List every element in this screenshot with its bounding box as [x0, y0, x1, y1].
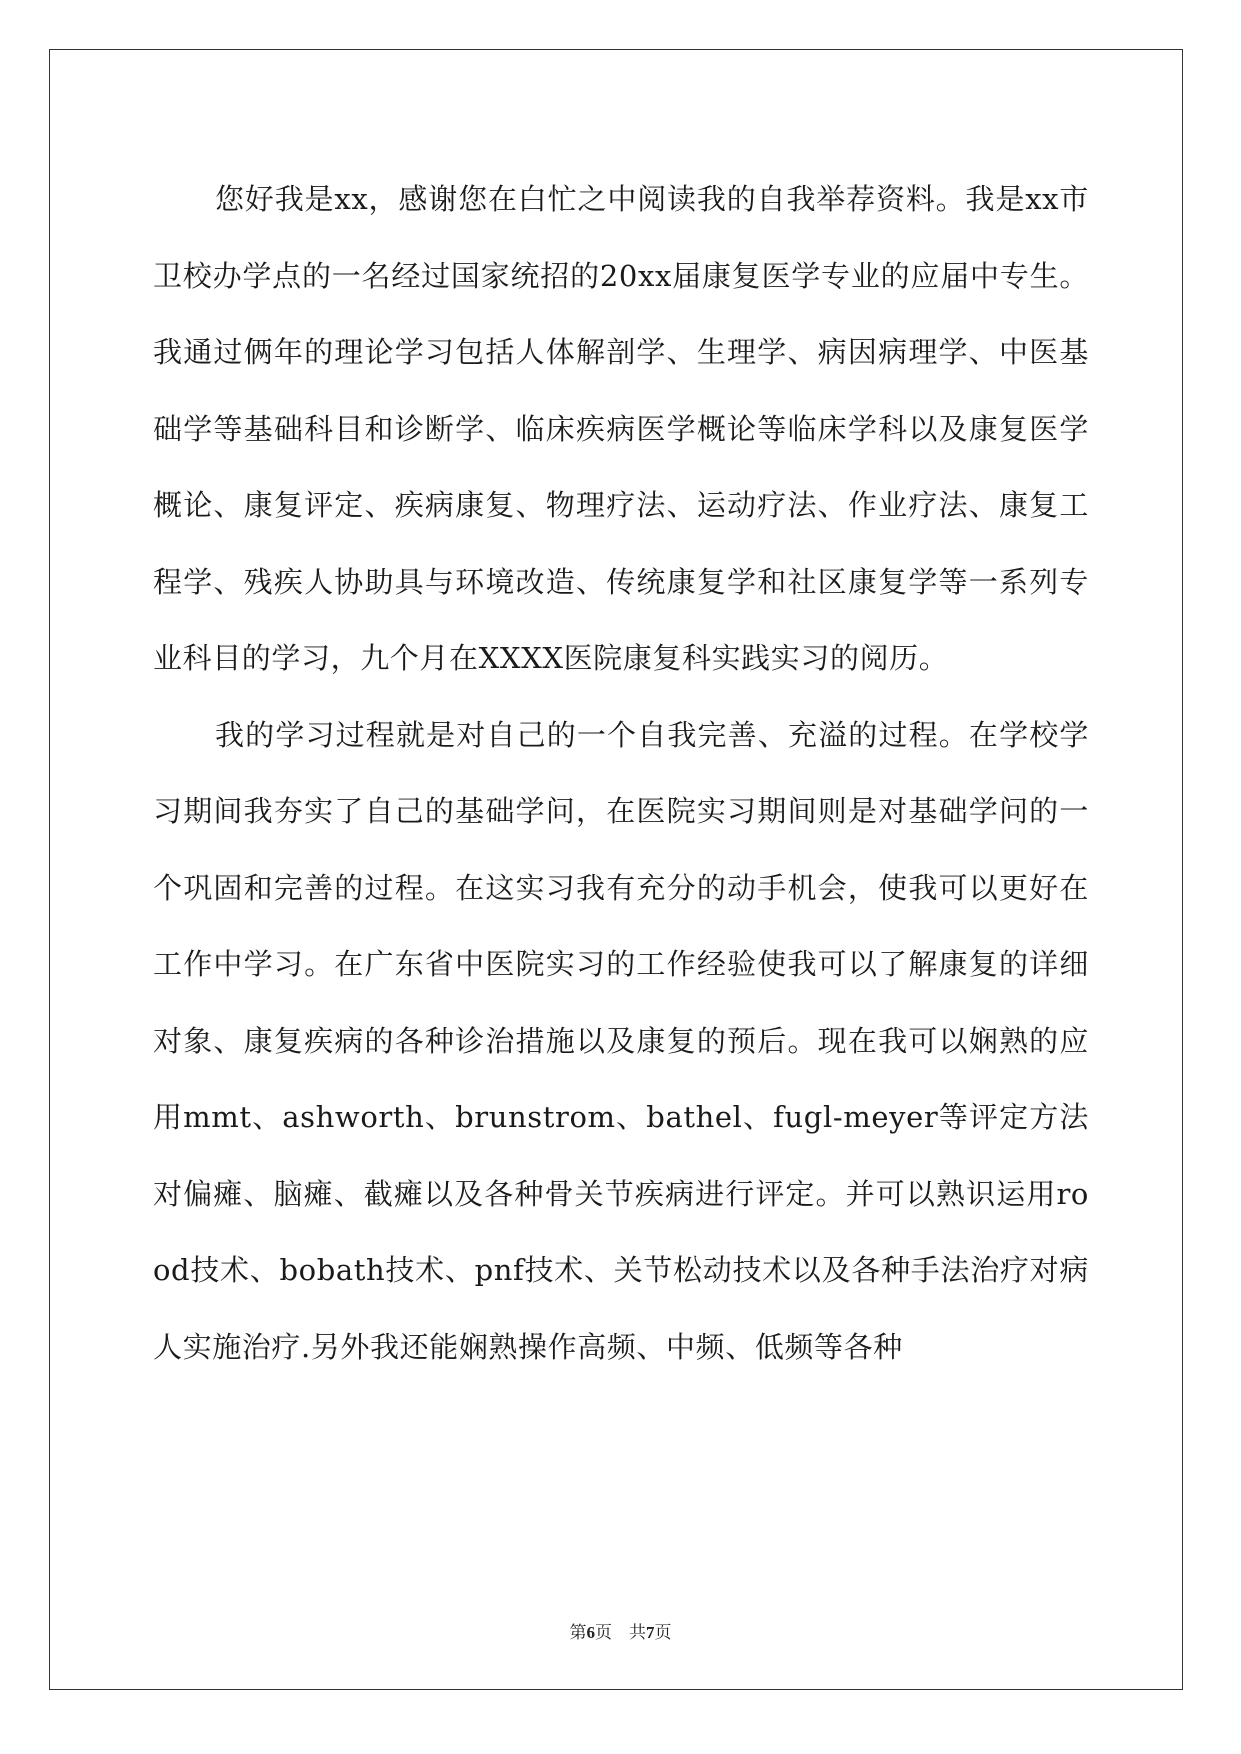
document-body: [153, 161, 1089, 1385]
total-pages-number: 7: [646, 1623, 655, 1642]
footer-prefix: 第: [569, 1623, 587, 1643]
footer-suffix: 页: [654, 1623, 672, 1643]
footer-middle: 页 共: [595, 1623, 646, 1643]
paragraph-2: 我的学习过程就是对自己的一个自我完善、充溢的过程。在学校学习期间我夯实了自己的基础学问，在医院实习期间则是对基础学问的一个巩固和完善的过程。在这实习我有充分的动手机会，使我可以更好在工作中学习。在广东省中医院实习的工作经验使我可以了解康复的详细对象、康复疾病的各种诊治措施以及康复的预后。现在我可以娴熟的应用mmt、ashworth、brunstrom、bathel、fugl-meyer等评定方法对偏瘫、脑瘫、截瘫以及各种骨关节疾病进行评定。并可以熟识运用rood技术、bobath技术、pnf技术、关节松动技术以及各种手法治疗对病人实施治疗.另外我还能娴熟操作高频、中频、低频等各种: [153, 717, 1089, 1364]
paragraph-1: 您好我是xx，感谢您在白忙之中阅读我的自我举荐资料。我是xx市卫校办学点的一名经过国家统招的20xx届康复医学专业的应届中专生。我通过俩年的理论学习包括人体解剖学、生理学、病因病理学、中医基础学等基础科目和诊断学、临床疾病医学概论等临床学科以及康复医学概论、康复评定、疾病康复、物理疗法、运动疗法、作业疗法、康复工程学、残疾人协助具与环境改造、传统康复学和社区康复学等一系列专业科目的学习，九个月在XXXX医院康复科实践实习的阅历。: [153, 182, 1089, 675]
page-footer: [0, 1618, 1241, 1643]
current-page-number: 6: [586, 1623, 595, 1642]
